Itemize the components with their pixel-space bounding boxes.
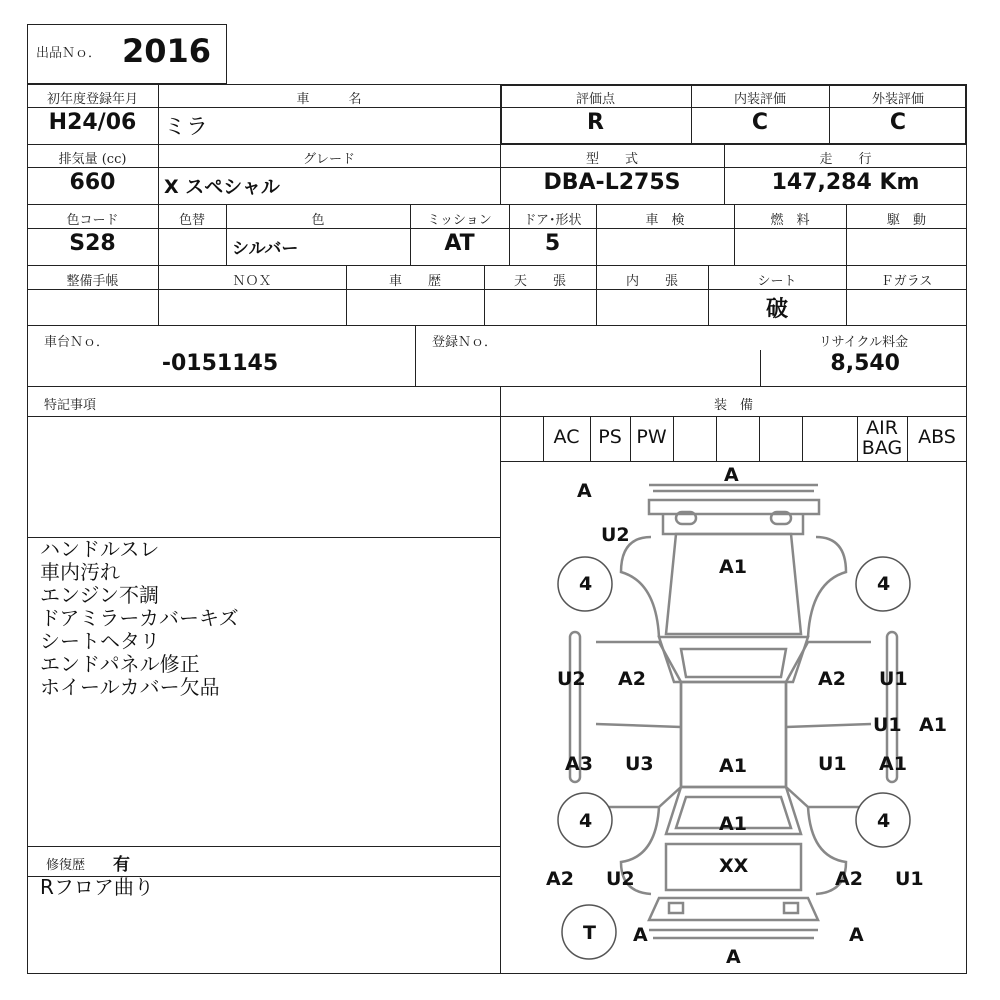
damage-mark: U1	[873, 714, 902, 736]
equip-airbag-bottom: BAG	[861, 437, 903, 459]
sunroof-label: 天 張	[513, 274, 566, 289]
damage-mark: U3	[625, 753, 654, 775]
damage-mark: U1	[879, 668, 908, 690]
seat-label: シート	[757, 274, 797, 289]
nox-label: ＮＯＸ	[232, 274, 272, 289]
divider	[716, 416, 717, 461]
mileage-label: 走 行	[819, 152, 872, 167]
remark-line: ホイールカバー欠品	[40, 675, 220, 699]
damage-mark: A2	[546, 868, 574, 890]
first-reg-label: 初年度登録年月	[46, 92, 138, 107]
divider	[415, 325, 416, 386]
interior-label: 内装評価	[733, 92, 786, 107]
equip-ps: PS	[598, 426, 622, 448]
exterior-value: C	[889, 110, 907, 135]
damage-mark: A	[577, 480, 592, 502]
divider	[27, 289, 967, 290]
damage-mark: A	[724, 464, 739, 486]
remark-line: エンジン不調	[40, 583, 159, 607]
history-label: 車 歴	[388, 274, 441, 289]
damage-mark: XX	[719, 855, 749, 877]
divider	[27, 265, 967, 266]
maintenance-label: 整備手帳	[66, 274, 119, 289]
damage-mark: A3	[565, 753, 593, 775]
chassis-value: -0151145	[161, 351, 279, 376]
remark-line: シートヘタリ	[40, 629, 160, 653]
fuel-label: 燃 料	[770, 213, 810, 228]
remark-line: エンドパネル修正	[40, 652, 200, 676]
damage-mark: U2	[601, 524, 630, 546]
damage-mark: A2	[835, 868, 863, 890]
damage-mark: 4	[877, 810, 891, 832]
exterior-label: 外装評価	[871, 92, 924, 107]
score-label: 評価点	[575, 92, 615, 107]
displacement-value: 660	[69, 170, 116, 195]
equip-pw: PW	[636, 426, 667, 448]
divider	[802, 416, 803, 461]
repair-value: 有	[113, 855, 130, 875]
damage-mark: 4	[579, 810, 593, 832]
transmission-value: AT	[444, 231, 475, 256]
score-value: R	[587, 110, 604, 135]
damage-mark: U2	[557, 668, 586, 690]
repair-list	[40, 876, 154, 899]
remark-line: ドアミラーカバーキズ	[40, 606, 239, 630]
interior-trim-label: 内 張	[625, 274, 678, 289]
door-value: 5	[544, 231, 561, 256]
grade-label: グレード	[302, 152, 355, 167]
repair-label: 修復歴	[46, 858, 86, 873]
divider	[759, 416, 760, 461]
lot-number-label: 出品Ｎｏ．	[36, 46, 102, 61]
car-name-value: ミラ	[164, 115, 209, 140]
remark-line: 車内汚れ	[40, 560, 120, 584]
lot-number: 2016	[122, 32, 212, 70]
chassis-label: 車台Ｎｏ．	[44, 335, 110, 350]
recycle-value: 8,540	[830, 351, 900, 376]
transmission-label: ミッション	[427, 213, 492, 228]
equip-ac: AC	[553, 426, 580, 448]
seat-value: 破	[765, 297, 788, 322]
damage-mark: U1	[818, 753, 847, 775]
grade-value: X スペシャル	[164, 176, 280, 198]
divider	[27, 167, 967, 168]
color-code-label: 色コード	[66, 213, 119, 228]
repaint-label: 色替	[178, 213, 205, 228]
model-value: DBA-L275S	[543, 170, 681, 195]
damage-mark: U1	[895, 868, 924, 890]
damage-mark: A	[726, 946, 741, 968]
divider	[27, 204, 967, 205]
glass-label: Ｆガラス	[880, 274, 933, 289]
divider	[673, 416, 674, 461]
drive-label: 駆 動	[886, 213, 926, 228]
door-label: ドア･形状	[523, 213, 582, 228]
displacement-label: 排気量 (cc)	[58, 152, 127, 167]
equip-airbag-top: AIR	[866, 417, 898, 439]
car-damage-diagram	[501, 462, 966, 973]
damage-mark: A1	[719, 556, 747, 578]
interior-value: C	[751, 110, 769, 135]
damage-mark: A2	[818, 668, 846, 690]
damage-mark: U2	[606, 868, 635, 890]
damage-mark: A1	[919, 714, 947, 736]
color-label: 色	[311, 213, 325, 228]
damage-mark: 4	[877, 573, 891, 595]
divider	[27, 416, 967, 417]
damage-mark: T	[583, 922, 596, 944]
remark-line: ハンドルスレ	[40, 537, 160, 561]
registration-label: 登録Ｎｏ．	[432, 335, 498, 350]
damage-mark: A1	[879, 753, 907, 775]
damage-mark: A	[849, 924, 864, 946]
remarks-list	[40, 538, 239, 699]
remarks-label: 特記事項	[44, 398, 97, 413]
damage-mark: A2	[618, 668, 646, 690]
color-code-value: S28	[69, 231, 116, 256]
color-value: シルバー	[232, 239, 299, 259]
car-name-label: 車 名	[296, 92, 362, 107]
first-reg-value: H24/06	[48, 110, 137, 135]
divider	[27, 386, 967, 387]
model-label: 型 式	[585, 152, 638, 167]
divider	[27, 846, 500, 847]
equipment-label: 装 備	[713, 398, 753, 413]
divider	[27, 325, 967, 326]
recycle-label: リサイクル料金	[818, 335, 909, 350]
repair-line: Rフロア曲り	[40, 875, 154, 899]
equip-abs: ABS	[918, 426, 956, 448]
damage-mark: A1	[719, 813, 747, 835]
mileage-value: 147,284 Km	[771, 170, 920, 195]
damage-mark: A1	[719, 755, 747, 777]
damage-mark: A	[633, 924, 648, 946]
divider	[27, 228, 967, 229]
inspection-label: 車 検	[645, 213, 685, 228]
damage-mark: 4	[579, 573, 593, 595]
